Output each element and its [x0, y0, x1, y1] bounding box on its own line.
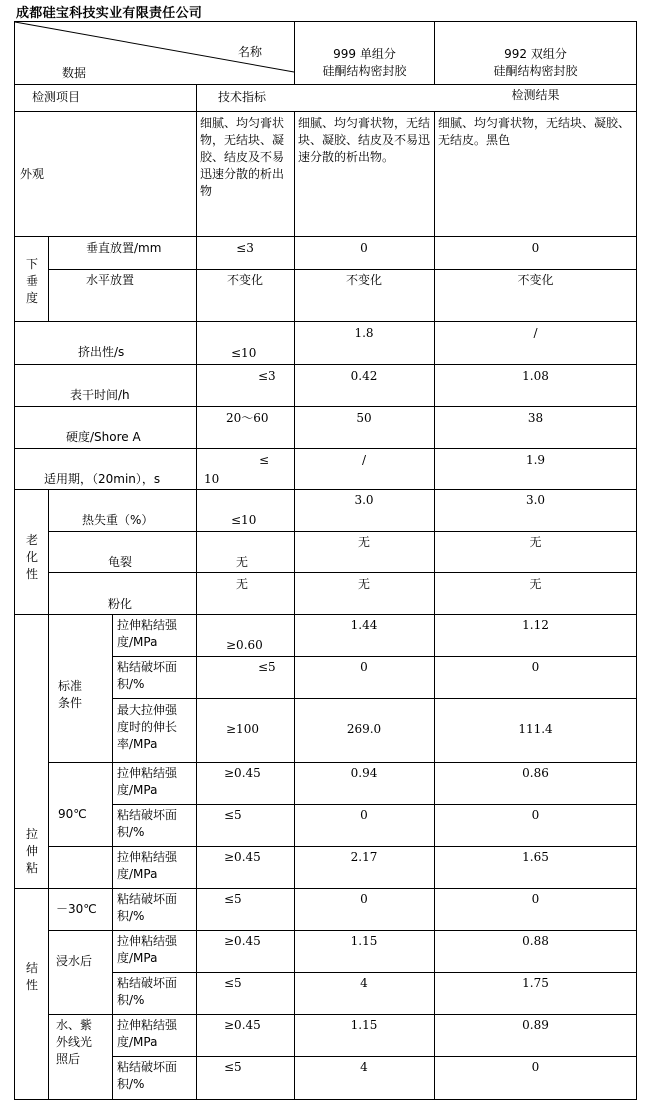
tackfree-spec: ≤3 [258, 369, 276, 383]
extrusion-spec: ≤10 [231, 346, 257, 360]
potlife-r1: / [361, 453, 367, 467]
hardness-spec: 20～60 [226, 411, 269, 425]
tensile-group-char3: 粘 [25, 861, 38, 875]
std-failure-r2: 0 [531, 660, 540, 674]
c90-failure-r1: 0 [360, 808, 368, 822]
appearance-spec: 细腻、均匀膏状物，无结块、凝胶、结皮及不易迅速分散的析出物 [200, 116, 285, 198]
c90-failure-r2: 0 [531, 808, 540, 822]
c90-failure-line1: 粘结破坏面 [117, 808, 178, 822]
appearance-label: 外观 [20, 167, 45, 181]
std-elong-r2: 111.4 [518, 722, 553, 736]
uv-failure-label [117, 1059, 177, 1093]
water-strength-line1: 拉伸粘结强 [117, 934, 178, 948]
std-strength-line2: 度/MPa [117, 635, 158, 649]
std-condition-line2: 条件 [58, 696, 83, 710]
c90-strength-spec: ≥0.45 [224, 766, 261, 780]
uv-failure-spec: ≤5 [224, 1060, 242, 1074]
std-failure-line1: 粘结破坏面 [117, 660, 178, 674]
header-diag-data: 数据 [62, 66, 87, 80]
water-strength-label [117, 933, 177, 967]
uv-strength-line1: 拉伸粘结强 [117, 1018, 178, 1032]
tackfree-r2: 1.08 [522, 369, 549, 383]
std-elong-line1: 最大拉伸强 [117, 703, 178, 717]
std-elong-spec: ≥100 [226, 722, 259, 736]
c90-failure-label [117, 807, 177, 841]
tensile-group-char5: 性 [25, 978, 38, 992]
aging-group-char3: 性 [25, 567, 38, 581]
sag-horizontal-spec: 不变化 [226, 273, 263, 287]
crack-label: 龟裂 [108, 555, 133, 569]
company-name: 成都硅宝科技实业有限责任公司 [16, 6, 203, 21]
uv-strength-r2: 0.89 [522, 1018, 549, 1032]
potlife-spec-value: 10 [204, 472, 220, 486]
extrusion-label: 挤出性/s [78, 345, 125, 359]
header-product-992-line2: 硅酮结构密封胶 [493, 64, 578, 78]
sag-group-char2: 垂 [25, 274, 38, 288]
sag-horizontal-label: 水平放置 [86, 273, 135, 287]
hardness-r1: 50 [356, 411, 372, 425]
water-strength-r1: 1.15 [350, 934, 378, 948]
c90-label: 90℃ [58, 807, 87, 821]
tensile-group-label [16, 826, 48, 877]
uv-strength-label [117, 1017, 177, 1051]
std-failure-spec: ≤5 [258, 660, 276, 674]
tensile-group-char4: 结 [25, 961, 38, 975]
std-strength-spec: ≥0.60 [226, 638, 263, 652]
water-failure-label [117, 975, 177, 1009]
col-header-item: 检测项目 [32, 90, 81, 104]
header-product-999 [295, 46, 434, 80]
c90-strength-line1: 拉伸粘结强 [117, 766, 178, 780]
water-failure-line2: 积/% [117, 993, 145, 1007]
header-diag-name: 名称 [238, 45, 263, 59]
weightloss-spec: ≤10 [231, 513, 257, 527]
uv-strength-line2: 度/MPa [117, 1035, 158, 1049]
header-product-992 [435, 46, 636, 80]
col-header-spec: 技术指标 [218, 90, 267, 104]
uv-failure-line2: 积/% [117, 1077, 145, 1091]
appearance-result-992: 细腻、均匀膏状物，无结块、凝胶、无结皮。黑色 [438, 116, 631, 147]
std-elong-line3: 率/MPa [117, 737, 158, 751]
c90-strength-r1: 0.94 [350, 766, 378, 780]
tensile-group-char1: 拉 [25, 827, 38, 841]
aging-group-char1: 老 [25, 533, 38, 547]
sag-group-label [16, 256, 48, 307]
std-failure-label [117, 659, 177, 693]
water-failure-line1: 粘结破坏面 [117, 976, 178, 990]
water-strength-line2: 度/MPa [117, 951, 158, 965]
m30-strength-r1: 2.17 [350, 850, 378, 864]
chalk-r1: 无 [357, 577, 370, 591]
chalk-label: 粉化 [108, 597, 133, 611]
m30-strength-line2: 度/MPa [117, 867, 158, 881]
sag-horizontal-r2: 不变化 [517, 273, 554, 287]
uv-label-line3: 照后 [56, 1052, 81, 1066]
m30-failure-label [117, 891, 177, 925]
c90-strength-label [117, 765, 177, 799]
c90-strength-line2: 度/MPa [117, 783, 158, 797]
m30-strength-spec: ≥0.45 [224, 850, 261, 864]
m30-strength-r2: 1.65 [522, 850, 549, 864]
sag-vertical-r2: 0 [531, 241, 540, 255]
potlife-spec-symbol: ≤ [259, 453, 270, 467]
sag-group-char1: 下 [25, 257, 38, 271]
header-product-999-line2: 硅酮结构密封胶 [322, 64, 407, 78]
crack-r1: 无 [357, 535, 370, 549]
std-elong-r1: 269.0 [346, 722, 382, 736]
chalk-spec: 无 [236, 577, 249, 591]
c90-strength-r2: 0.86 [522, 766, 549, 780]
m30-label: －30℃ [56, 902, 97, 916]
uv-label-line2: 外线光 [56, 1035, 93, 1049]
std-elong-line2: 度时的伸长 [117, 720, 178, 734]
tensile-group-char2: 伸 [25, 844, 38, 858]
std-elong-label [117, 702, 177, 753]
aging-group-char2: 化 [25, 550, 38, 564]
std-strength-r1: 1.44 [350, 618, 378, 632]
tensile-group-label-cont [16, 960, 48, 994]
sag-vertical-r1: 0 [360, 241, 368, 255]
header-product-992-line1: 992 双组分 [504, 47, 567, 61]
std-strength-r2: 1.12 [522, 618, 549, 632]
sag-group-char3: 度 [25, 291, 38, 305]
water-failure-r2: 1.75 [522, 976, 549, 990]
uv-strength-spec: ≥0.45 [224, 1018, 261, 1032]
c90-failure-spec: ≤5 [224, 808, 242, 822]
water-failure-spec: ≤5 [224, 976, 242, 990]
sag-horizontal-r1: 不变化 [345, 273, 382, 287]
uv-label [56, 1017, 92, 1068]
uv-failure-r2: 0 [531, 1060, 540, 1074]
m30-failure-spec: ≤5 [224, 892, 242, 906]
aging-group-label [16, 532, 48, 583]
uv-label-line1: 水、紫 [56, 1018, 93, 1032]
tackfree-r1: 0.42 [350, 369, 378, 383]
m30-failure-r2: 0 [531, 892, 540, 906]
appearance-result-999: 细腻、均匀膏状物，无结块、凝胶、结皮及不易迅速分散的析出物。 [298, 116, 431, 164]
m30-failure-line1: 粘结破坏面 [117, 892, 178, 906]
potlife-r2: 1.9 [525, 453, 546, 467]
m30-strength-line1: 拉伸粘结强 [117, 850, 178, 864]
hardness-label: 硬度/Shore A [66, 430, 141, 444]
sag-vertical-spec: ≤3 [236, 241, 254, 255]
c90-failure-line2: 积/% [117, 825, 145, 839]
weightloss-r1: 3.0 [354, 493, 374, 507]
std-condition-line1: 标准 [58, 679, 83, 693]
m30-failure-line2: 积/% [117, 909, 145, 923]
std-condition-label [58, 678, 82, 712]
extrusion-r1: 1.8 [354, 326, 374, 340]
extrusion-r2: / [533, 326, 538, 340]
std-failure-r1: 0 [360, 660, 368, 674]
m30-strength-label [117, 849, 177, 883]
std-strength-line1: 拉伸粘结强 [117, 618, 178, 632]
crack-spec: 无 [236, 555, 249, 569]
col-header-result: 检测结果 [511, 88, 560, 102]
uv-strength-r1: 1.15 [350, 1018, 378, 1032]
uv-failure-r1: 4 [360, 1060, 368, 1074]
water-label: 浸水后 [56, 954, 93, 968]
tackfree-label: 表干时间/h [70, 388, 130, 402]
water-failure-r1: 4 [360, 976, 368, 990]
weightloss-label: 热失重（%） [82, 513, 154, 527]
chalk-r2: 无 [529, 577, 542, 591]
uv-failure-line1: 粘结破坏面 [117, 1060, 178, 1074]
sag-vertical-label: 垂直放置/mm [86, 241, 162, 255]
weightloss-r2: 3.0 [525, 493, 546, 507]
hardness-r2: 38 [527, 411, 544, 425]
water-strength-spec: ≥0.45 [224, 934, 261, 948]
std-strength-label [117, 617, 177, 651]
crack-r2: 无 [529, 535, 542, 549]
water-strength-r2: 0.88 [522, 934, 549, 948]
std-failure-line2: 积/% [117, 677, 145, 691]
header-product-999-line1: 999 单组分 [333, 47, 396, 61]
m30-failure-r1: 0 [360, 892, 368, 906]
potlife-label: 适用期，（20min），s [44, 472, 161, 486]
